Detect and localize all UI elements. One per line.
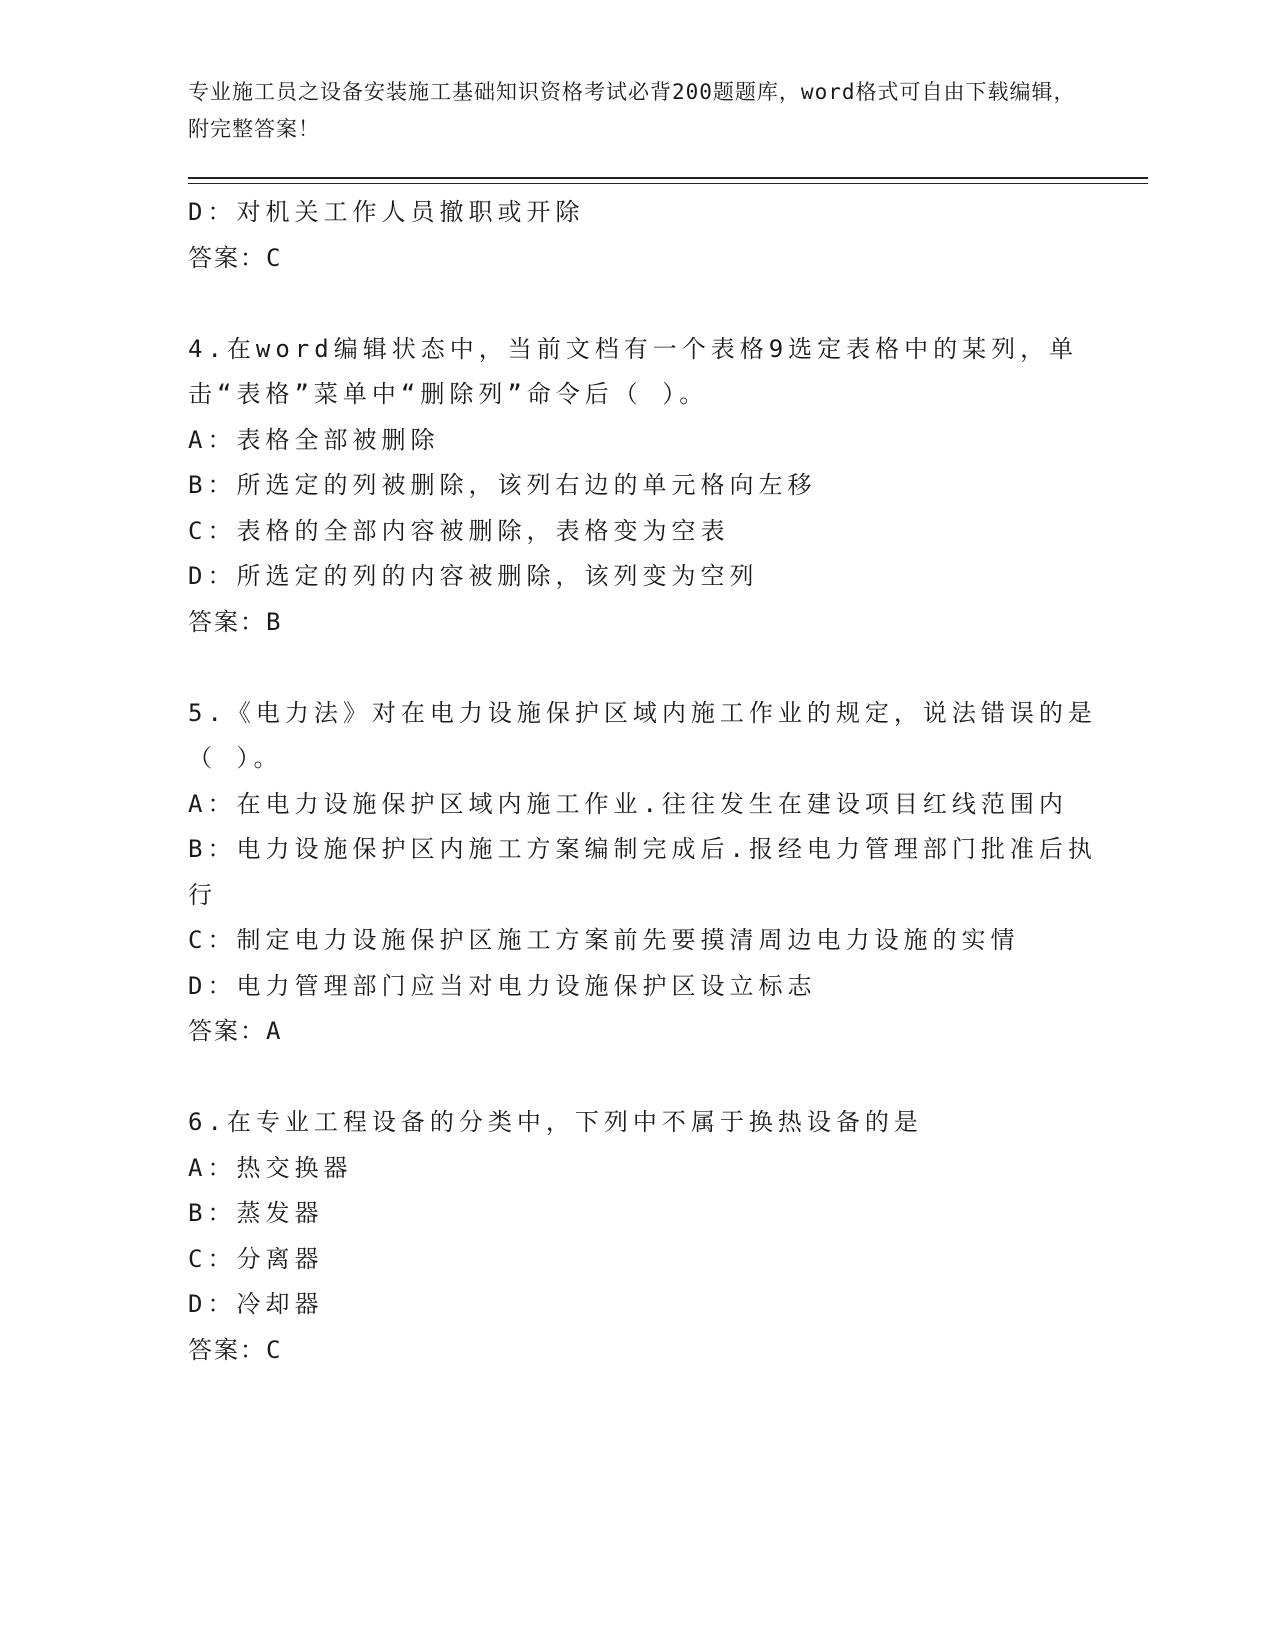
option-a: A：在电力设施保护区域内施工作业.往往发生在建设项目红线范围内 (188, 789, 1068, 818)
question-6 (188, 1100, 1098, 1373)
option-c: C：分离器 (188, 1244, 324, 1273)
prev-option-d: D：对机关工作人员撤职或开除 (188, 198, 585, 226)
header-rule-thick (188, 177, 1148, 179)
answer: 答案：B (188, 607, 283, 636)
spacer (188, 645, 1098, 691)
option-b: B：蒸发器 (188, 1199, 324, 1227)
spacer (188, 1055, 1098, 1101)
question-5 (188, 691, 1098, 1055)
option-b: B：所选定的列被删除，该列右边的单元格向左移 (188, 471, 817, 499)
question-4 (188, 327, 1098, 646)
option-c: C：表格的全部内容被删除，表格变为空表 (188, 516, 730, 545)
option-a: A：表格全部被删除 (188, 425, 440, 454)
option-a: A：热交换器 (188, 1153, 353, 1182)
document-header-title: 专业施工员之设备安装施工基础知识资格考试必背200题题库，word格式可自由下载编辑，附完整答案！ (188, 80, 1076, 141)
header-rule-thin (188, 183, 1148, 184)
option-d: D：所选定的列的内容被删除，该列变为空列 (188, 562, 759, 590)
option-c: C：制定电力设施保护区施工方案前先要摸清周边电力设施的实情 (188, 926, 1020, 954)
option-b: B：电力设施保护区内施工方案编制完成后.报经电力管理部门批准后执行 (188, 835, 1097, 909)
question-content (188, 190, 1098, 1373)
prev-answer: 答案：C (188, 243, 283, 272)
option-d: D：电力管理部门应当对电力设施保护区设立标志 (188, 971, 817, 1000)
answer: 答案：A (188, 1017, 283, 1045)
spacer (188, 281, 1098, 327)
option-d: D：冷却器 (188, 1290, 324, 1318)
question-stem: 5.《电力法》对在电力设施保护区域内施工作业的规定，说法错误的是（ ）。 (188, 698, 1097, 772)
question-stem: 6.在专业工程设备的分类中，下列中不属于换热设备的是 (188, 1108, 923, 1136)
answer: 答案：C (188, 1335, 283, 1364)
question-stem: 4.在word编辑状态中，当前文档有一个表格9选定表格中的某列，单击“表格”菜单中“删除列”命令后（ ）。 (188, 334, 1079, 408)
